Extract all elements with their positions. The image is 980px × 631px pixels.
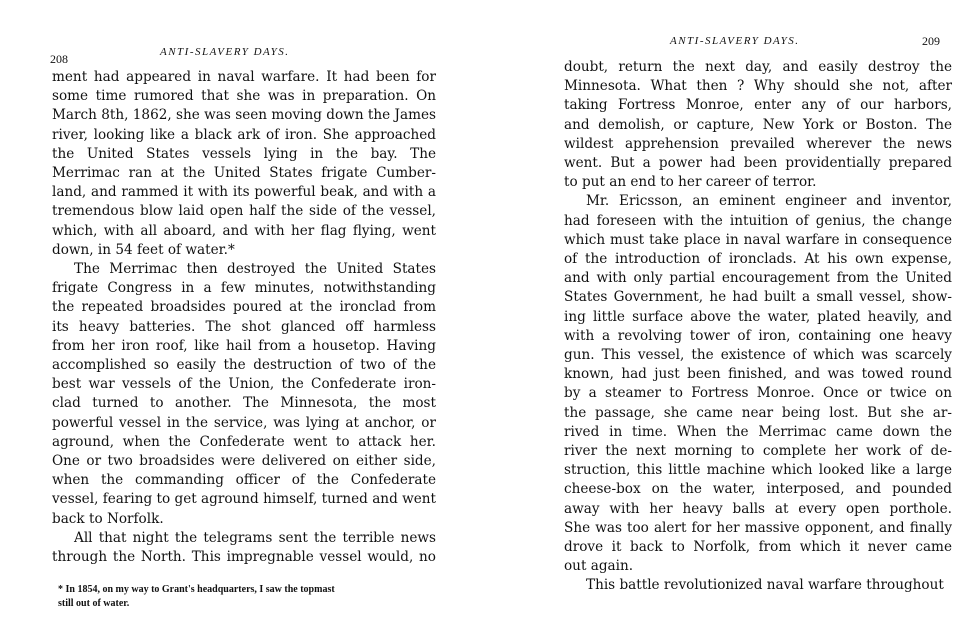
footnote-line: still out of water. <box>58 598 130 609</box>
text-line: ment had appeared in naval warfare. It had been for <box>52 69 436 85</box>
text-line: This battle revolutionized naval warfare throughout <box>586 577 944 594</box>
text-line: taking Fortress Monroe, enter any of our harbors, <box>564 97 952 114</box>
left-page-number: 208 <box>50 52 68 66</box>
left-body-text <box>52 68 436 567</box>
text-line: struction, this little machine which looked like a large <box>564 462 952 479</box>
text-line: rived in time. When the Merrimac came down the <box>564 423 952 440</box>
text-line: the passage, she came near being lost. But she ar- <box>564 404 952 421</box>
right-running-header: ANTI-SLAVERY DAYS. <box>670 35 800 47</box>
text-line: away with her heavy balls at every open porthole. <box>564 500 952 517</box>
footnote <box>58 583 450 611</box>
text-line: and demolish, or capture, New York or Boston. The <box>564 116 952 133</box>
text-line: clad turned to another. The Minnesota, the most <box>52 395 436 412</box>
text-line: which must take place in naval warfare in consequence <box>564 231 952 248</box>
text-line: river, looking like a black ark of iron. She approached <box>52 126 436 143</box>
text-line: Mr. Ericsson, an eminent engineer and inventor, <box>586 193 952 210</box>
text-line: accomplished so easily the destruction of two of the <box>52 357 436 374</box>
text-line: wildest apprehension prevailed wherever the news <box>564 135 952 152</box>
text-line: by a steamer to Fortress Monroe. Once or twice on <box>564 385 952 402</box>
text-line: best war vessels of the Union, the Confederate iron- <box>52 376 436 393</box>
text-line: its heavy batteries. The shot glanced off harmless <box>52 318 436 335</box>
text-line: vessel, fearing to get aground himself, turned and went <box>52 491 436 508</box>
text-line: went. But a power had been providentially prepared <box>564 155 952 172</box>
text-line: with a revolving tower of iron, containing one heavy <box>564 327 952 344</box>
text-line: known, had just been finished, and was towed round <box>564 366 952 383</box>
text-line: to put an end to her career of terror. <box>564 174 817 191</box>
text-line: tremendous blow laid open half the side of the vessel, <box>52 203 436 220</box>
text-line: which, with all aboard, and with her flag flying, went <box>52 222 436 239</box>
right-body-text <box>564 58 952 596</box>
text-line: and with only partial encouragement from the United <box>564 270 952 287</box>
text-line: some time rumored that she was in preparation. On <box>52 88 436 105</box>
left-running-header: ANTI-SLAVERY DAYS. <box>160 46 290 58</box>
text-line: had foreseen with the intuition of genius, the change <box>564 212 952 229</box>
text-line: drove it back to Norfolk, from which it never came <box>564 539 952 556</box>
text-line: back to Norfolk. <box>52 510 164 527</box>
text-line: gun. This vessel, the existence of which was scarcely <box>564 347 952 364</box>
text-line: from her iron roof, like hail from a housetop. Having <box>52 337 436 354</box>
text-line: frigate Congress in a few minutes, notwithstanding <box>52 280 436 297</box>
footnote-line: * In 1854, on my way to Grant's headquarters, I saw the topmast <box>58 584 335 595</box>
text-line: through the North. This impregnable vessel would, no <box>52 549 436 566</box>
text-line: All that night the telegrams sent the terrible news <box>74 529 436 546</box>
text-line: doubt, return the next day, and easily destroy the <box>564 59 952 75</box>
text-line: down, in 54 feet of water.* <box>52 241 235 258</box>
text-line: of the introduction of ironclads. At his own expense, <box>564 251 952 268</box>
text-line: the repeated broadsides poured at the ironclad from <box>52 299 436 316</box>
text-line: March 8th, 1862, she was seen moving down the James <box>52 107 436 124</box>
text-line: Minnesota. What then ? Why should she not, after <box>564 78 952 95</box>
text-line: powerful vessel in the service, was lying at anchor, or <box>52 414 436 431</box>
text-line: ing little surface above the water, plated heavily, and <box>564 308 952 325</box>
text-line: The Merrimac then destroyed the United States <box>74 261 436 278</box>
right-page <box>490 0 980 631</box>
text-line: cheese-box on the water, interposed, and pounded <box>564 481 952 498</box>
text-line: aground, when the Confederate went to attack her. <box>52 433 436 450</box>
text-line: when the commanding officer of the Confederate <box>52 472 436 489</box>
text-line: One or two broadsides were delivered on either side, <box>52 453 436 470</box>
text-line: the United States vessels lying in the bay. The <box>52 145 436 162</box>
text-line: Merrimac ran at the United States frigate Cumber- <box>52 165 436 182</box>
text-line: She was too alert for her massive opponent, and finally <box>564 519 952 536</box>
right-page-number: 209 <box>922 34 940 48</box>
text-line: river the next morning to complete her work of de- <box>564 443 952 460</box>
text-line: land, and rammed it with its powerful beak, and with a <box>52 184 436 201</box>
text-line: out again. <box>564 558 634 575</box>
text-line: States Government, he had built a small vessel, show- <box>564 289 952 306</box>
